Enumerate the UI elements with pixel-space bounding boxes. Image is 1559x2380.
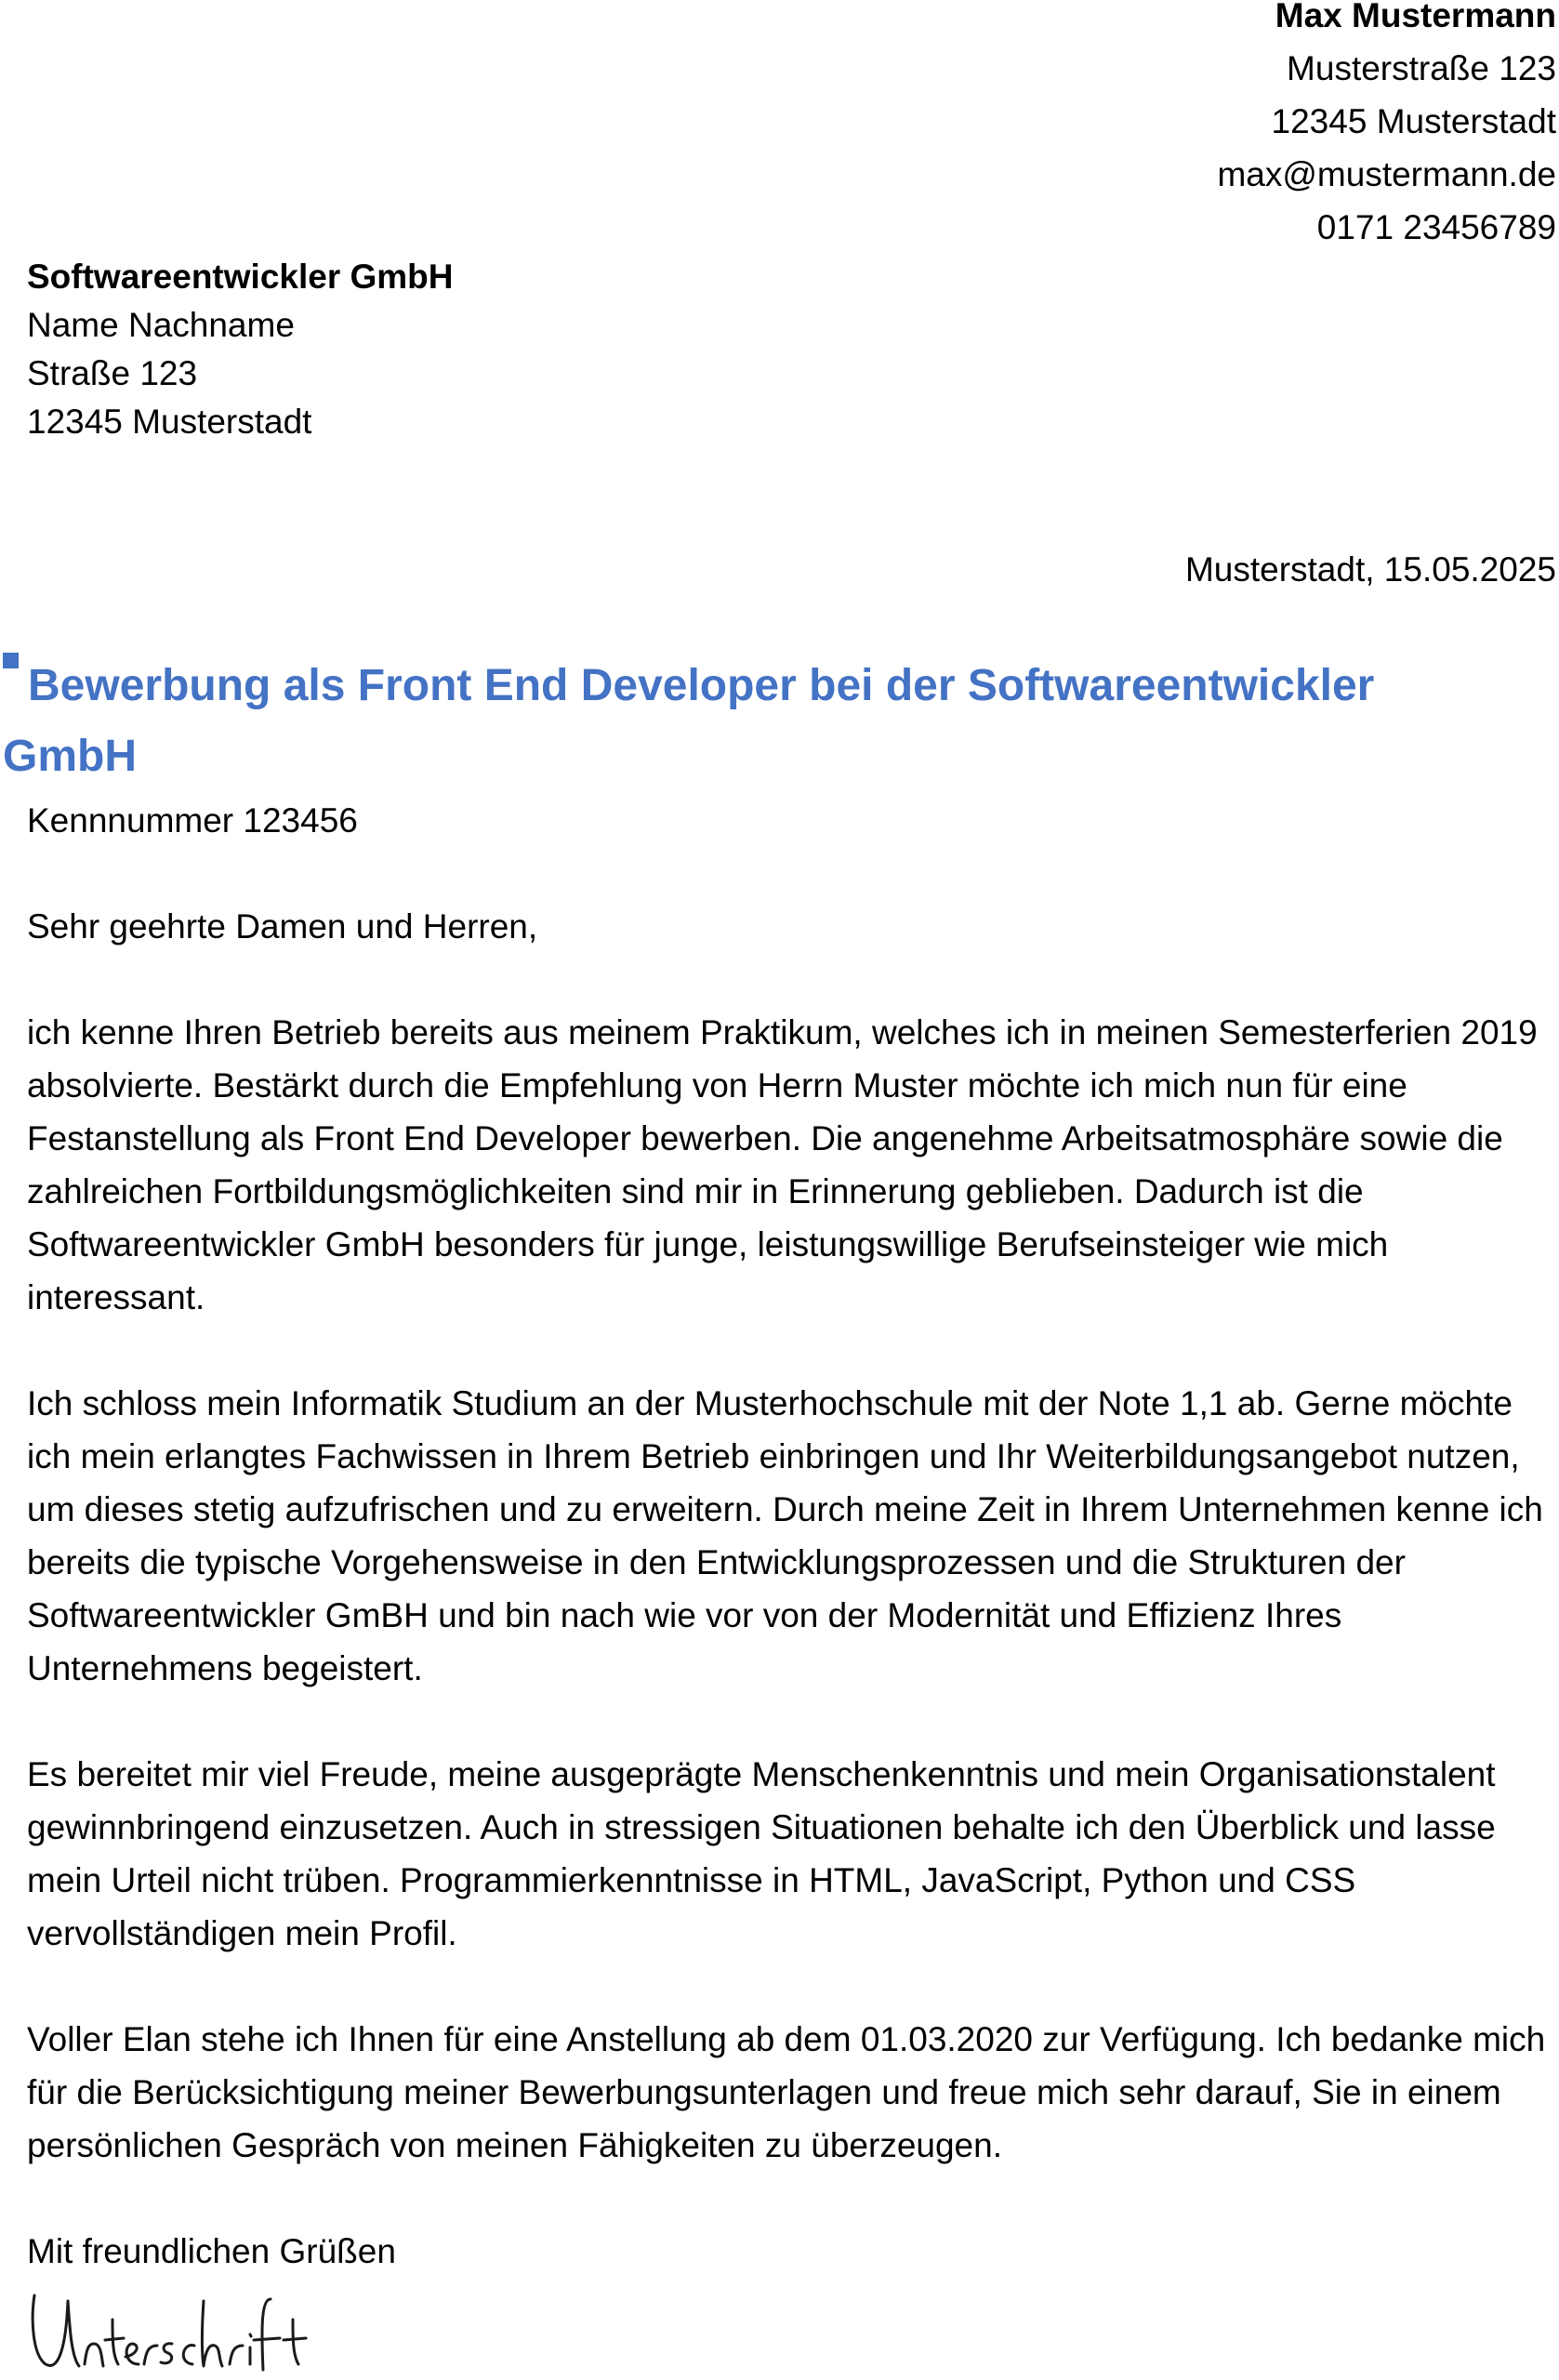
salutation: Sehr geehrte Damen und Herren,	[27, 907, 538, 945]
paragraph: Voller Elan stehe ich Ihnen für eine Anstellung ab dem 01.03.2020 zur Verfügung. Ich bedanke mich für die Berücksichtigung meiner Bewerbungsunterlagen und freue mich sehr darauf, Sie in einem persönlichen Gespräch von meinen Fähigkeiten zu überzeugen.	[27, 2020, 1546, 2164]
paragraph: Es bereitet mir viel Freude, meine ausgeprägte Menschenkenntnis und mein Organisationstalent gewinnbringend einzusetzen. Auch in stressigen Situationen behalte ich den Überblick und lasse mein Urteil nicht trüben. Programmierkenntnisse in HTML, JavaScript, Python und CSS vervollständigen mein Profil.	[27, 1755, 1496, 1952]
sender-city: 12345 Musterstadt	[1271, 102, 1556, 140]
sender-name: Max Mustermann	[1275, 0, 1556, 34]
recipient-company: Softwareentwickler GmbH	[27, 258, 454, 296]
recipient-street: Straße 123	[27, 354, 198, 392]
sender-street: Musterstraße 123	[1287, 49, 1556, 87]
letter-heading: Bewerbung als Front End Developer bei der Softwareentwickler GmbH	[3, 661, 1375, 781]
paragraph: ich kenne Ihren Betrieb bereits aus meinem Praktikum, welches ich in meinen Semesterferien 2019 absolvierte. Bestärkt durch die Empfehlung von Herrn Muster möchte ich mich nun für eine Festanstellung als Front End Developer bewerben. Die angenehme Arbeitsatmosphäre sowie die zahlreichen Fortbildungsmöglichkeiten sind mir in Erinnerung geblieben. Dadurch ist die Softwareentwickler GmbH besonders für junge, leistungswillige Berufseinsteiger wie mich interessant.	[27, 1013, 1538, 1316]
recipient-contact: Name Nachname	[27, 306, 295, 344]
closing: Mit freundlichen Grüßen	[27, 2232, 396, 2270]
letter-body	[27, 900, 1552, 2331]
recipient-city: 12345 Musterstadt	[27, 403, 312, 441]
sender-email: max@mustermann.de	[1217, 155, 1556, 193]
signature	[27, 2282, 324, 2375]
sender-phone: 0171 23456789	[1316, 208, 1556, 246]
paragraph: Ich schloss mein Informatik Studium an der Musterhochschule mit der Note 1,1 ab. Gerne möchte ich mein erlangtes Fachwissen in Ihrem Betrieb einbringen und Ihr Weiterbildungsangebot nutzen, um dieses stetig aufzufrischen und zu erweitern. Durch meine Zeit in Ihrem Unternehmen kenne ich bereits die typische Vorgehensweise in den Entwicklungsprozessen und die Strukturen der Softwareentwickler GmBH und bin nach wie vor von der Modernität und Effizienz Ihres Unternehmens begeistert.	[27, 1384, 1543, 1687]
recipient-address-block	[27, 253, 454, 446]
reference-number: Kennnummer 123456	[27, 801, 358, 840]
sender-address-block	[1217, 0, 1556, 254]
date-line: Musterstadt, 15.05.2025	[1184, 550, 1556, 588]
